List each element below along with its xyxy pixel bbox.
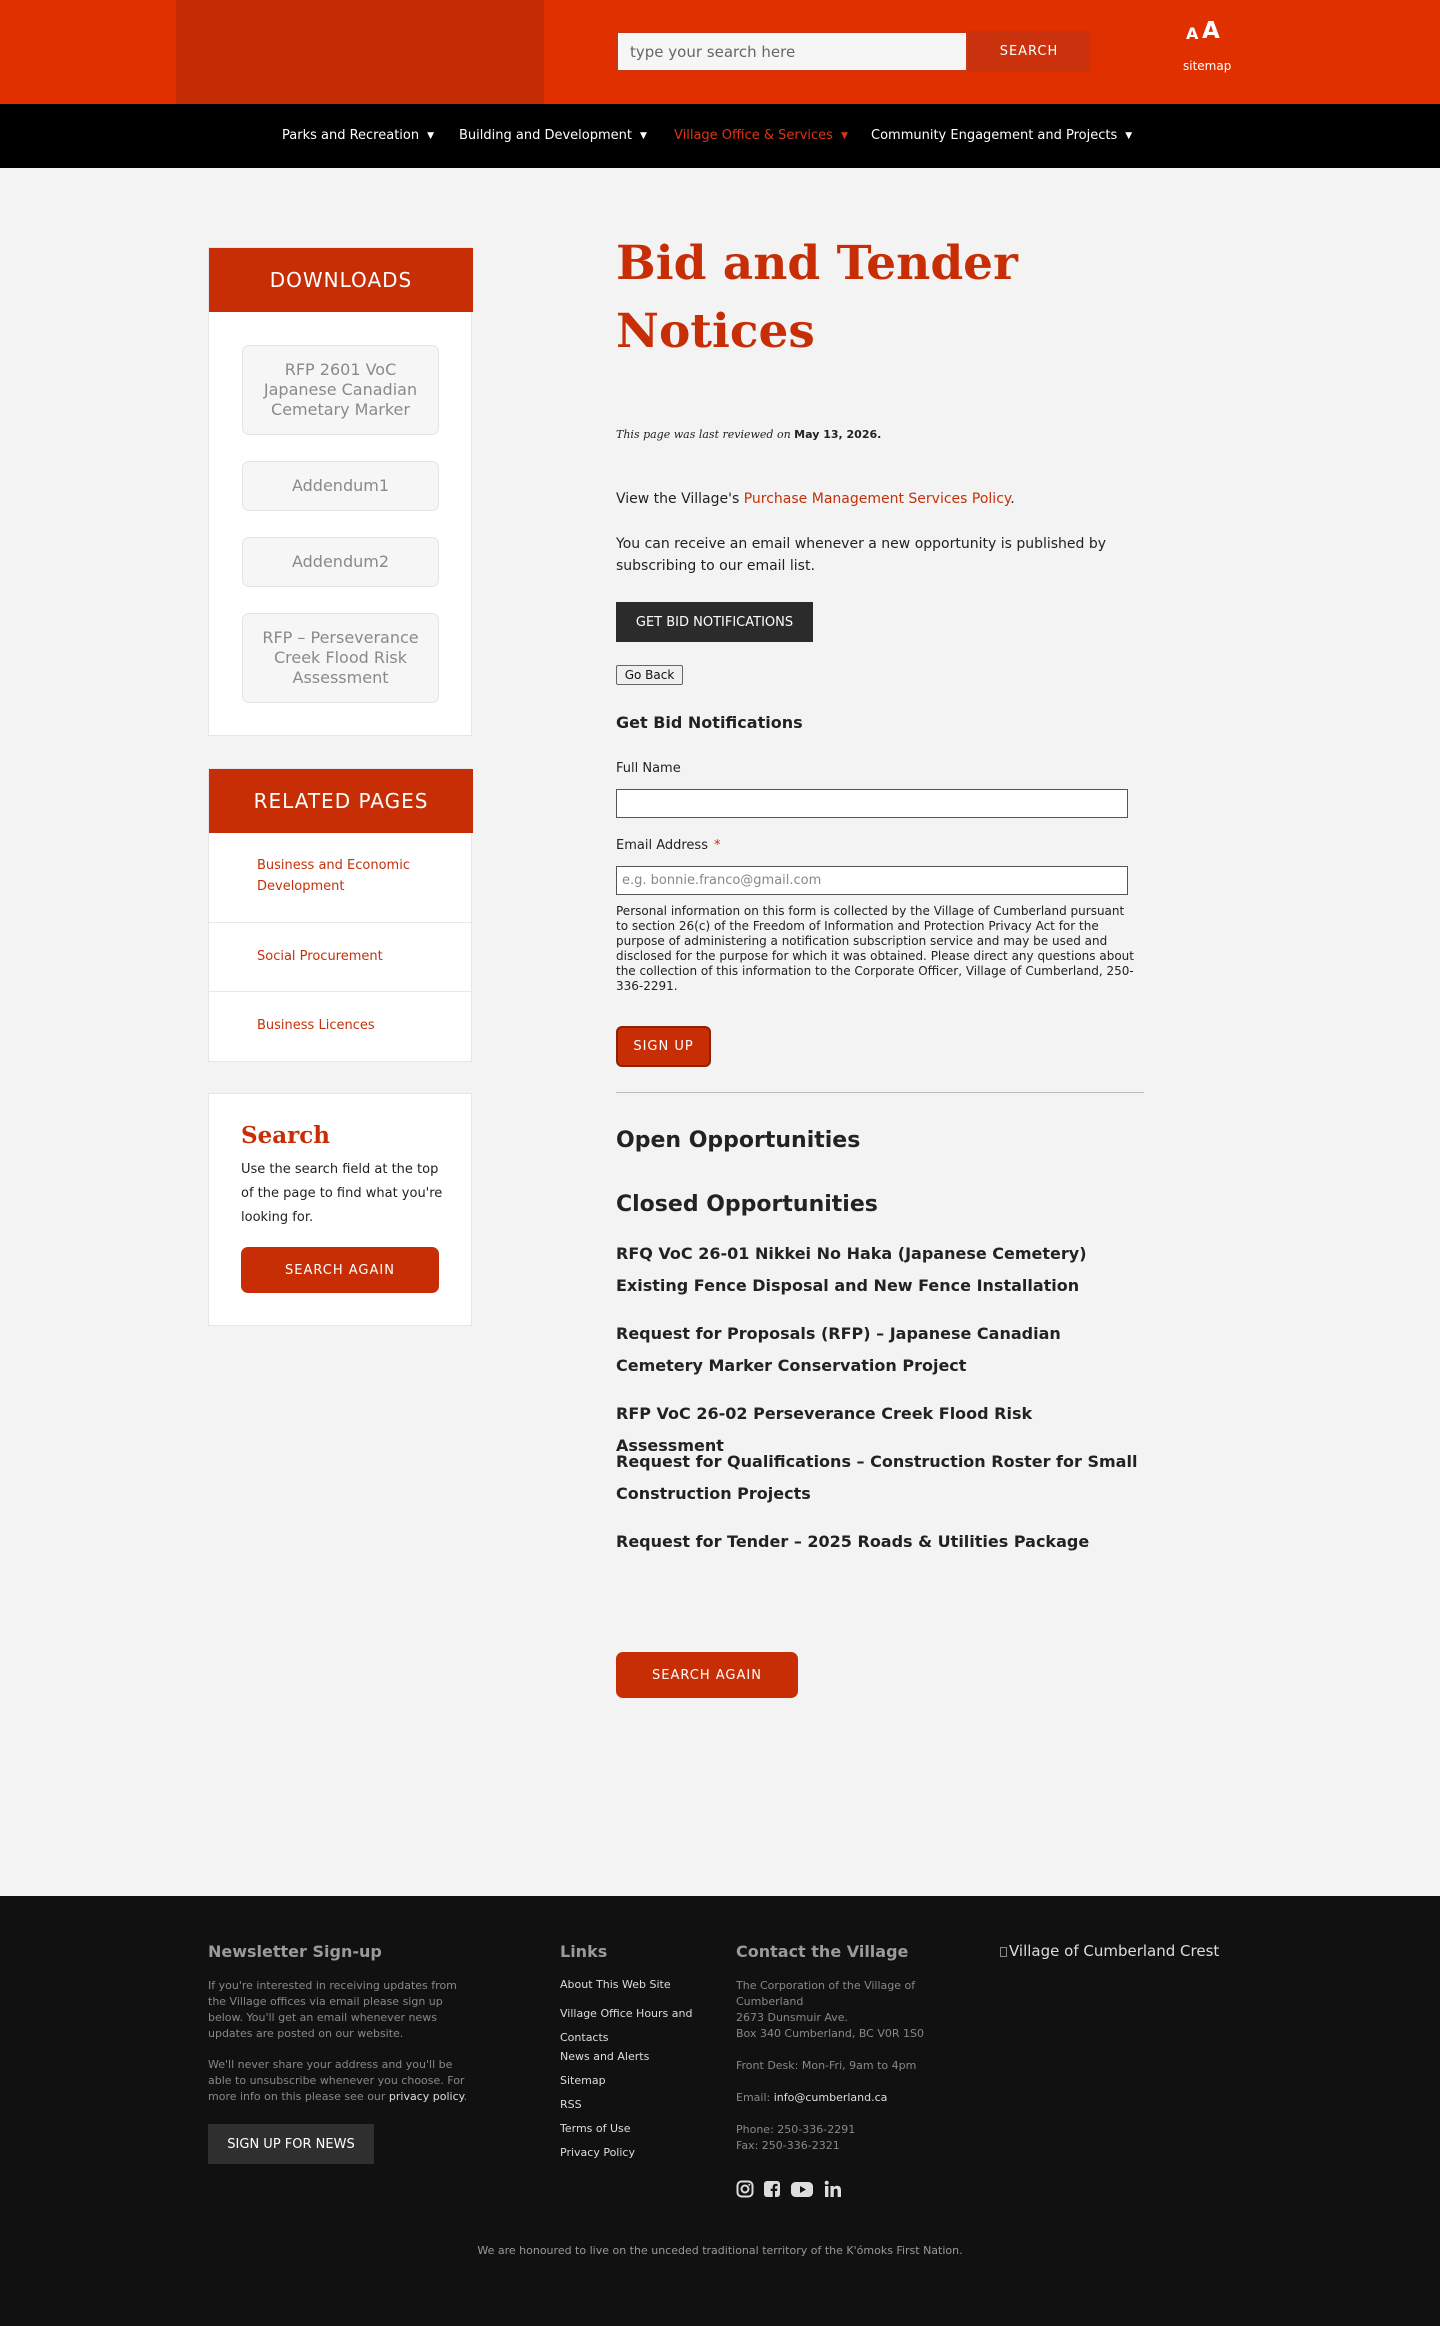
go-back-button[interactable]: Go Back [616,665,683,685]
search-panel [208,1093,472,1326]
form-heading: Get Bid Notifications [616,713,803,732]
divider [209,922,471,923]
crest-alt-text: Village of Cumberland Crest [1009,1942,1220,1960]
search-panel-text: Use the search field at the top of the page to find what you're looking for. [241,1162,443,1225]
related-link[interactable]: Business Licences [257,1018,375,1033]
sidebar-search-again-button[interactable]: SEARCH AGAIN [241,1247,439,1293]
footer-link-office-hours[interactable]: Village Office Hours and Contacts [560,2007,693,2044]
footer-link-terms[interactable]: Terms of Use [560,2122,631,2135]
contact-email [736,2090,887,2106]
nav-village-office[interactable] [674,128,848,143]
search-again-button[interactable]: SEARCH AGAIN [616,1652,798,1698]
sitemap-link[interactable]: sitemap [1183,59,1232,73]
font-size-controls [1184,16,1224,46]
broken-image-icon [1000,1947,1007,1957]
village-crest-image [1000,1942,1219,1960]
links-heading: Links [560,1942,608,1961]
contact-phone: Phone: 250-336-2291 [736,2123,856,2136]
downloads-panel [208,247,472,736]
caret-down-icon: ▼ [1125,131,1133,141]
policy-link[interactable]: Purchase Management Services Policy [743,491,1011,507]
open-opportunities-heading: Open Opportunities [616,1128,861,1153]
opportunity-link[interactable]: Request for Tender – 2025 Roads & Utilities Package [616,1532,1090,1551]
main-nav [0,104,1440,168]
email-label-text: Email Address [616,838,708,853]
sign-up-for-news-button[interactable]: SIGN UP FOR NEWS [208,2124,374,2164]
search-input[interactable] [616,31,968,72]
contact-fax: Fax: 250-336-2321 [736,2139,840,2152]
newsletter-privacy-text [208,2057,474,2105]
nav-community-engagement[interactable] [871,128,1132,143]
footer-link-about[interactable]: About This Web Site [560,1978,671,1991]
get-bid-notifications-button[interactable]: GET BID NOTIFICATIONS [616,602,813,642]
caret-down-icon: ▼ [840,131,848,141]
font-increase-button[interactable]: A [1202,18,1220,44]
instagram-icon[interactable] [736,2180,756,2200]
opportunity-link[interactable]: RFP VoC 26-02 Perseverance Creek Flood Risk Assessment [616,1404,1033,1455]
facebook-icon[interactable] [763,2180,783,2200]
email-field[interactable] [616,866,1128,895]
caret-down-icon: ▼ [639,131,647,141]
email-info-text: You can receive an email whenever a new opportunity is published by subscribing to our email list. [616,536,1107,574]
site-footer [0,1896,1440,2326]
newsletter-heading: Newsletter Sign-up [208,1942,382,1961]
privacy-notice: Personal information on this form is collected by the Village of Cumberland pursuant to section 26(c) of the Freedom of Information and Protection Privacy Act for the purpose of administering a notification subscription service and may be used and disclosed for the purpose for which it was obtained. Please direct any questions about the collection of this information to the Corporate Officer, Village of Cumberland, 250-336-2291. [616,904,1134,993]
full-name-label: Full Name [616,761,681,776]
newsletter-text: If you're interested in receiving updates from the Village offices via email please sign up below. You'll get an email whenever news updates are posted on our website. [208,1979,457,2040]
related-pages-title: RELATED PAGES [209,769,473,833]
sign-up-button[interactable]: SIGN UP [616,1026,711,1067]
footer-link-rss[interactable]: RSS [560,2098,582,2111]
opportunity-link[interactable]: RFQ VoC 26-01 Nikkei No Haka (Japanese Cemetery) Existing Fence Disposal and New Fence Installation [616,1244,1087,1295]
caret-down-icon: ▼ [427,131,435,141]
privacy-policy-link[interactable]: privacy policy [388,2090,464,2103]
nav-label: Parks and Recreation [282,128,420,143]
policy-suffix: . [1010,491,1015,507]
policy-prefix: View the Village's [616,491,740,507]
required-asterisk: * [713,838,721,853]
email-label [616,838,720,853]
youtube-icon[interactable] [790,2180,814,2200]
nav-label: Community Engagement and Projects [871,128,1118,143]
related-link[interactable]: Business and Economic Development [257,858,410,894]
nav-building-development[interactable] [459,128,647,143]
full-name-field[interactable] [616,789,1128,818]
newsletter-privacy-suffix: . [463,2090,468,2103]
related-pages-panel [208,768,472,1062]
site-logo[interactable] [176,0,544,104]
site-header [0,0,1440,104]
footer-link-news[interactable]: News and Alerts [560,2050,650,2063]
contact-address: The Corporation of the Village of Cumberland 2673 Dunsmuir Ave. Box 340 Cumberland, BC V0R 1S0 [736,1979,924,2040]
nav-parks-recreation[interactable] [282,128,434,143]
footer-link-privacy[interactable]: Privacy Policy [560,2146,635,2159]
email-link[interactable]: info@cumberland.ca [773,2091,888,2104]
opportunity-link[interactable]: Request for Proposals (RFP) – Japanese Canadian Cemetery Marker Conservation Project [616,1324,1061,1375]
download-item[interactable]: RFP 2601 VoC Japanese Canadian Cemetary Marker [242,345,439,435]
download-item[interactable]: RFP – Perseverance Creek Flood Risk Assessment [242,613,439,703]
footer-link-sitemap[interactable]: Sitemap [560,2074,606,2087]
search-panel-title: Search [241,1122,330,1149]
search-button[interactable]: SEARCH [968,31,1090,72]
font-decrease-button[interactable]: A [1186,24,1199,43]
linkedin-icon[interactable] [824,2180,844,2200]
front-desk-hours: Front Desk: Mon-Fri, 9am to 4pm [736,2059,917,2072]
downloads-title: DOWNLOADS [209,248,473,312]
email-prefix: Email: [736,2091,771,2104]
header-search [616,31,1090,72]
nav-label: Village Office & Services [674,128,833,143]
related-link[interactable]: Social Procurement [257,949,383,964]
opportunity-link[interactable]: Request for Qualifications – Construction Roster for Small Construction Projects [616,1452,1138,1503]
download-item[interactable]: Addendum2 [242,537,439,587]
reviewed-prefix: This page was last reviewed on [616,428,791,441]
divider [209,991,471,992]
contact-heading: Contact the Village [736,1942,909,1961]
reviewed-date: May 13, 2026. [794,428,882,441]
closed-opportunities-heading: Closed Opportunities [616,1192,878,1217]
section-divider [616,1092,1144,1093]
download-item[interactable]: Addendum1 [242,461,439,511]
last-reviewed [616,428,881,441]
land-acknowledgement: We are honoured to live on the unceded traditional territory of the K'ómoks First Nation. [477,2244,963,2257]
newsletter-privacy-prefix: We'll never share your address and you'll be able to unsubscribe whenever you choose. For more info on this please see our [208,2058,465,2103]
policy-text [616,488,1116,510]
page-title: Bid and Tender Notices [616,236,1018,359]
nav-label: Building and Development [459,128,632,143]
